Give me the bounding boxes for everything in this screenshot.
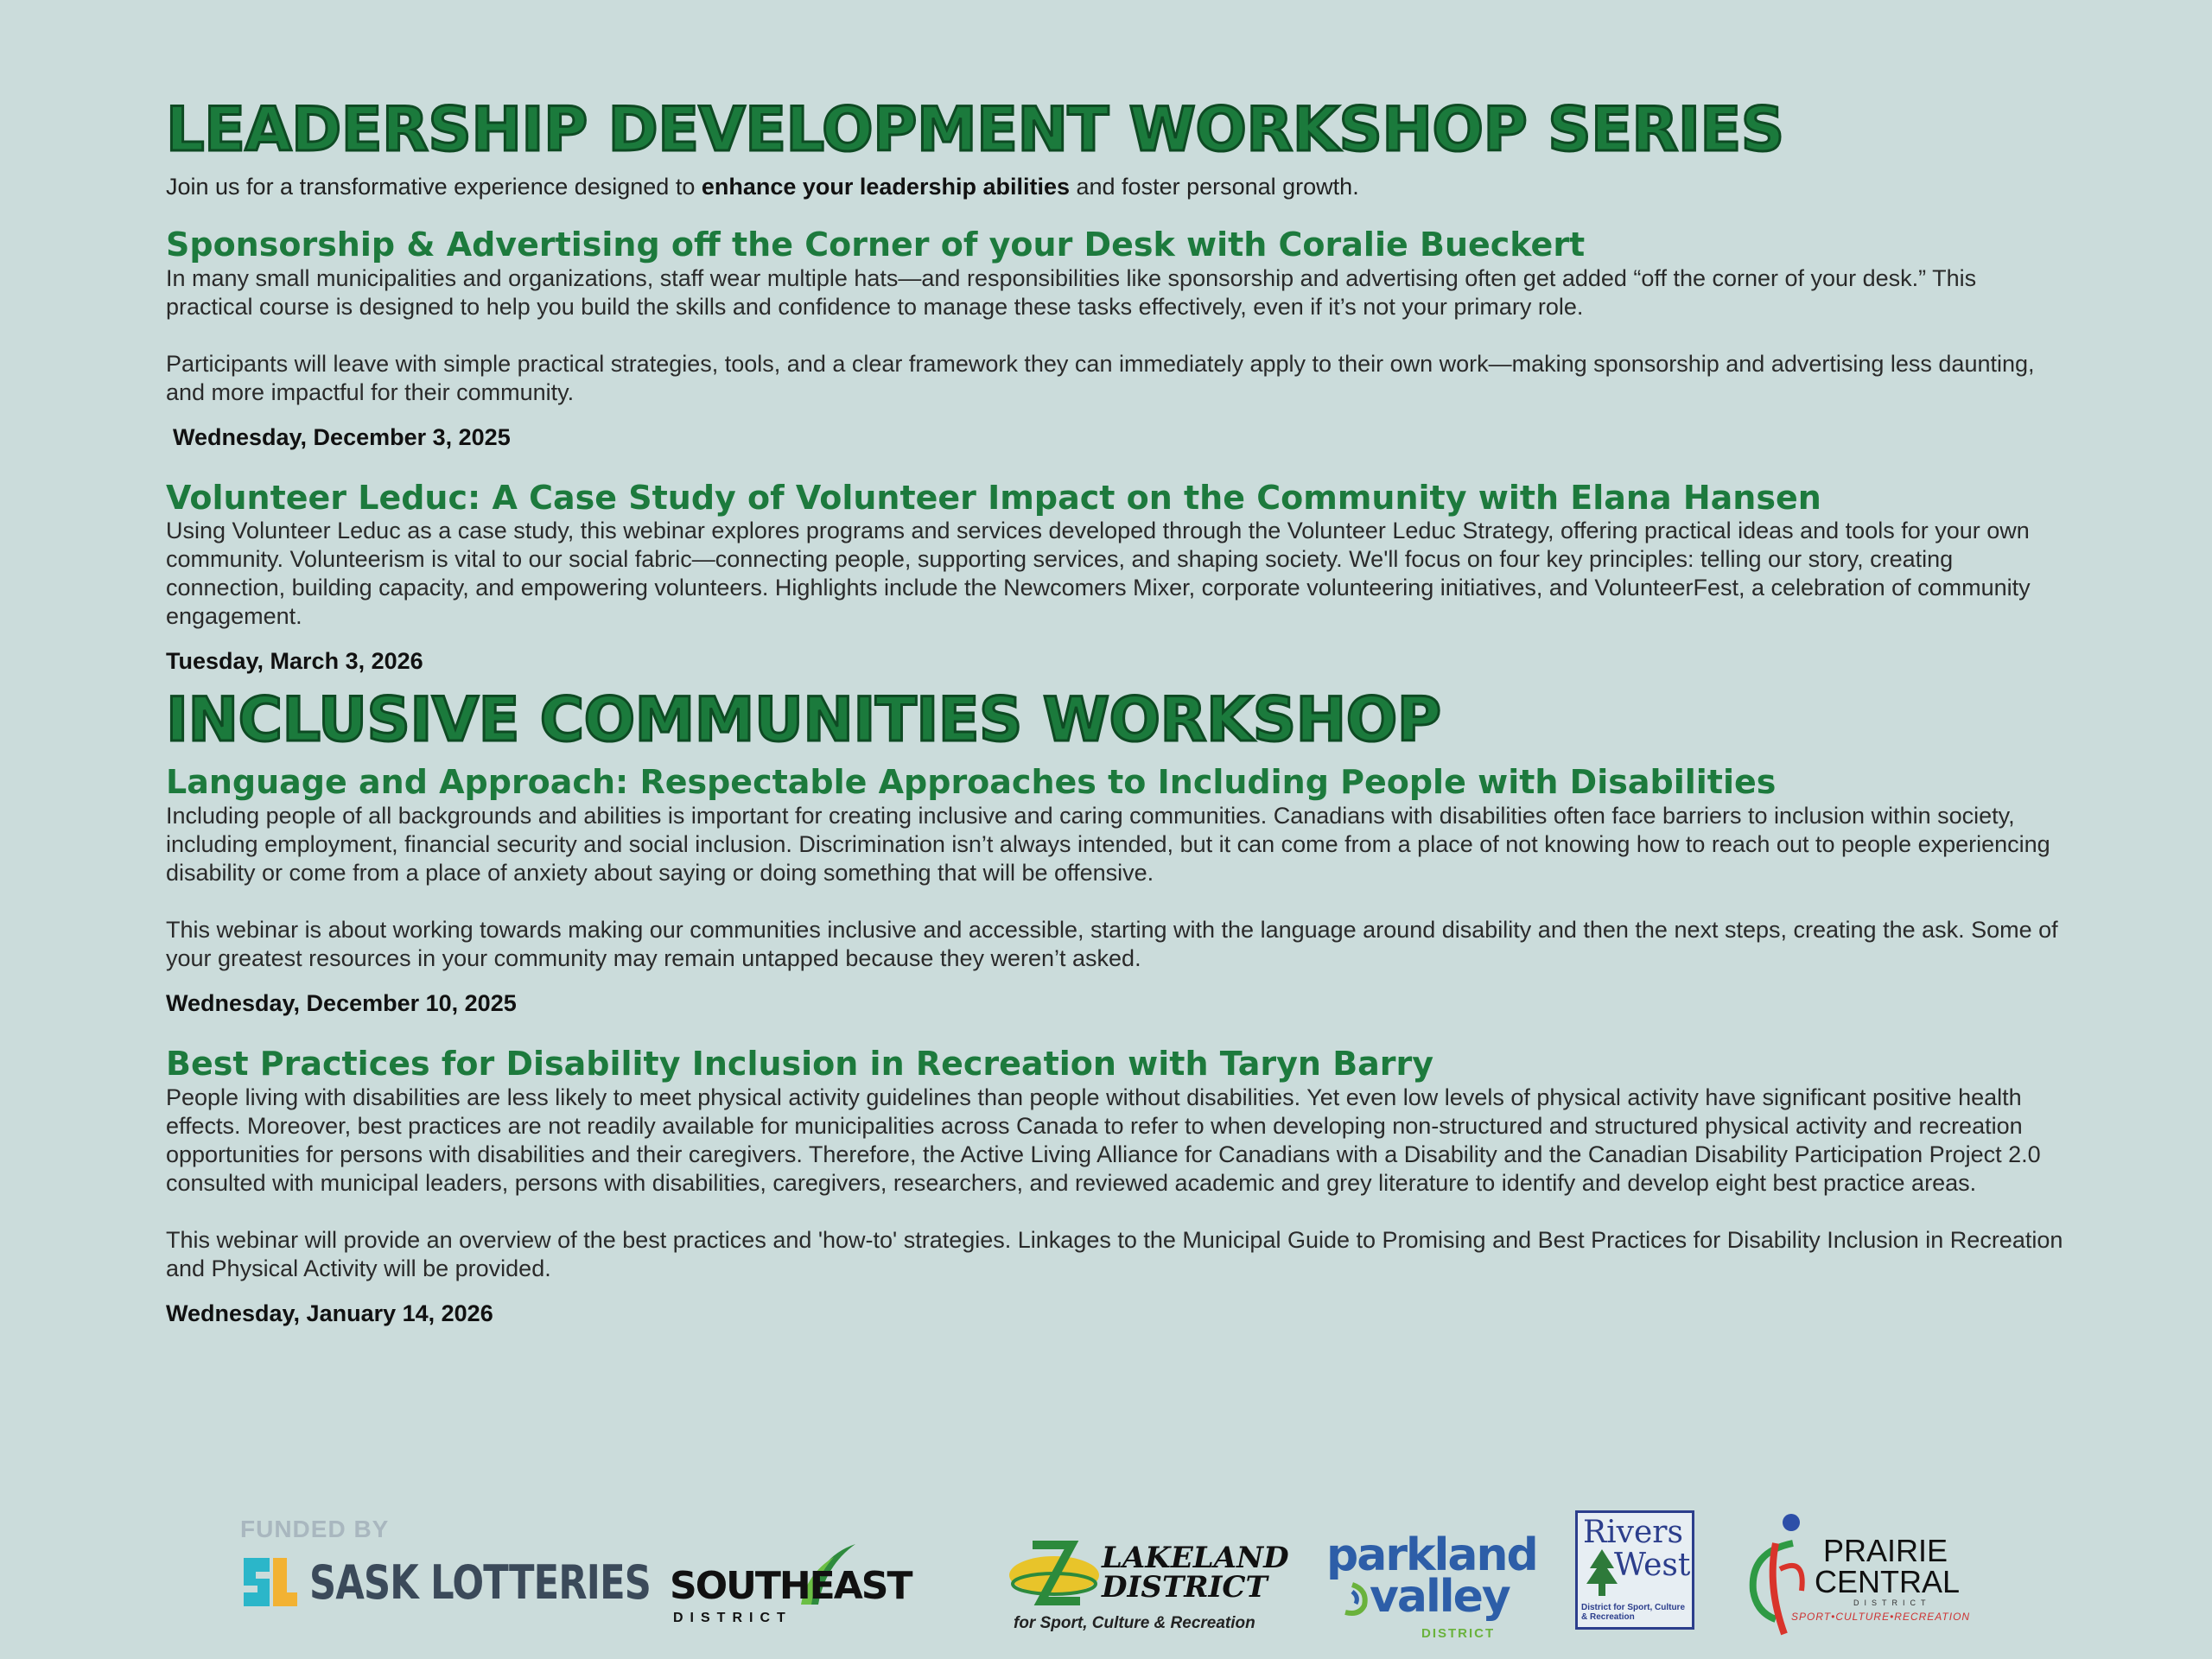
intro-text-end: and foster personal growth. [1070,174,1359,200]
valley-text: valley [1370,1571,1510,1623]
session-title: Sponsorship & Advertising off the Corner of your Desk with Coralie Bueckert [166,226,1586,264]
rivers-text: Rivers [1583,1515,1683,1550]
session-paragraph: Including people of all backgrounds and abilities is important for creating inclusive and caring communities. Canadians with disabilities often face barriers to inclusion within society, including employment, financial security and social inclusion. Discrimination isn’t always intended, but it can come from a place of not knowing how to reach out to people experiencing disability or come from a place of anxiety about saying or doing something that will be offensive. [166,803,2050,887]
rivers-west-logo [1575,1510,1694,1630]
session-date: Wednesday, January 14, 2026 [166,1300,493,1326]
intro-bold: enhance your leadership abilities [701,174,1070,200]
document-page [166,94,2067,1327]
lakeland-line1: LAKELAND [1102,1541,1289,1575]
session-title: Best Practices for Disability Inclusion in Recreation with Taryn Barry [166,1045,1434,1084]
funded-by-label: FUNDED BY [240,1516,390,1542]
lakeland-subtext: for Sport, Culture & Recreation [1014,1614,1255,1632]
intro-text: Join us for a transformative experience designed to [166,174,702,200]
prairie-text: PRAIRIE [1823,1533,1948,1568]
west-text: West [1614,1548,1691,1583]
session-paragraph: Using Volunteer Leduc as a case study, this webinar explores programs and services developed through the Volunteer Leduc Strategy, offering practical ideas and tools for your own community. Volunteerism is vital to our social fabric—connecting people, supporting services, and shaping society. We'll focus on four key principles: telling our story, creating connection, building capacity, and empowering volunteers. Highlights include the Newcomers Mixer, corporate volunteering initiatives, and VolunteerFest, a celebration of community engagement. [166,518,2031,630]
session-date: Wednesday, December 3, 2025 [173,423,511,450]
session-paragraph: This webinar is about working towards making our communities inclusive and accessible, starting with the language around disability and then the next steps, creating the ask. Some of your greatest resources in your community may remain untapped because they weren’t asked. [166,917,2058,972]
sask-lotteries-logo [240,1552,736,1612]
session-volunteer-leduc [166,480,2067,676]
southeast-district-logo [670,1540,929,1626]
southeast-text: SOUTHEAST [670,1564,912,1608]
sponsor-logos [0,1503,2212,1659]
series-intro [166,172,2067,202]
session-sponsorship [166,226,2067,451]
lakeland-district-logo [1007,1528,1289,1640]
series-heading-inclusive: INCLUSIVE COMMUNITIES WORKSHOP [166,684,1441,756]
southeast-subtext: DISTRICT [673,1611,792,1625]
sask-lotteries-text: SASK LOTTERIES [309,1554,652,1610]
session-paragraph: In many small municipalities and organizations, staff wear multiple hats—and responsibilities like sponsorship and advertising often get added “off the corner of your desk.” This practical course is designed to help you build the skills and confidence to manage these tasks effectively, even if it’s not your primary role. [166,264,1977,320]
session-paragraph: Participants will leave with simple practical strategies, tools, and a clear framework they can immediately apply to their own work—making sponsorship and advertising less daunting, and more impactful for their community. [166,350,2035,405]
session-paragraph: This webinar will provide an overview of the best practices and 'how-to' strategies. Linkages to the Municipal Guide to Promising and Best Practices for Disability Inclusion in Recreation and Physical Activity will be provided. [166,1226,2063,1281]
parkland-text: parkland [1326,1529,1537,1581]
prairie-district-text: DISTRICT [1853,1599,1931,1607]
session-paragraph: People living with disabilities are less likely to meet physical activity guidelines than people without disabilities. Yet even low levels of physical activity have significant positive health effects. Moreover, best practices are not readily available for municipalities across Canada to refer to when developing non-structured and structured physical activity and recreation opportunities for persons with disabilities and their caregivers. Therefore, the Active Living Alliance for Canadians with a Disability and the Canadian Disability Participation Project 2.0 consulted with municipal leaders, persons with disabilities, caregivers, researchers, and reviewed academic and grey literature to identify and develop eight best practice areas. [166,1084,2041,1196]
lakeland-swoosh-icon [1007,1528,1102,1614]
session-date: Wednesday, December 10, 2025 [166,990,517,1017]
sask-lotteries-icon [240,1554,301,1610]
prairie-tagline: SPORT•CULTURE•RECREATION [1791,1611,1971,1623]
prairie-central-logo [1741,1509,1983,1638]
parkland-valley-logo [1326,1529,1537,1642]
series-heading-leadership: LEADERSHIP DEVELOPMENT WORKSHOP SERIES [166,94,1784,165]
session-language-approach [166,764,2067,1017]
session-title: Language and Approach: Respectable Approaches to Including People with Disabilities [166,763,1777,802]
parkland-subtext: DISTRICT [1421,1626,1496,1641]
central-text: CENTRAL [1815,1564,1961,1599]
session-date: Tuesday, March 3, 2026 [166,648,423,675]
rivers-subtext: District for Sport, Culture & Recreation [1581,1603,1686,1622]
session-best-practices [166,1046,2067,1327]
parkland-swirl-icon [1333,1581,1371,1619]
session-title: Volunteer Leduc: A Case Study of Volunteer Impact on the Community with Elana Hansen [166,478,1821,517]
lakeland-title [1102,1541,1289,1605]
lakeland-line2: DISTRICT [1102,1570,1268,1605]
